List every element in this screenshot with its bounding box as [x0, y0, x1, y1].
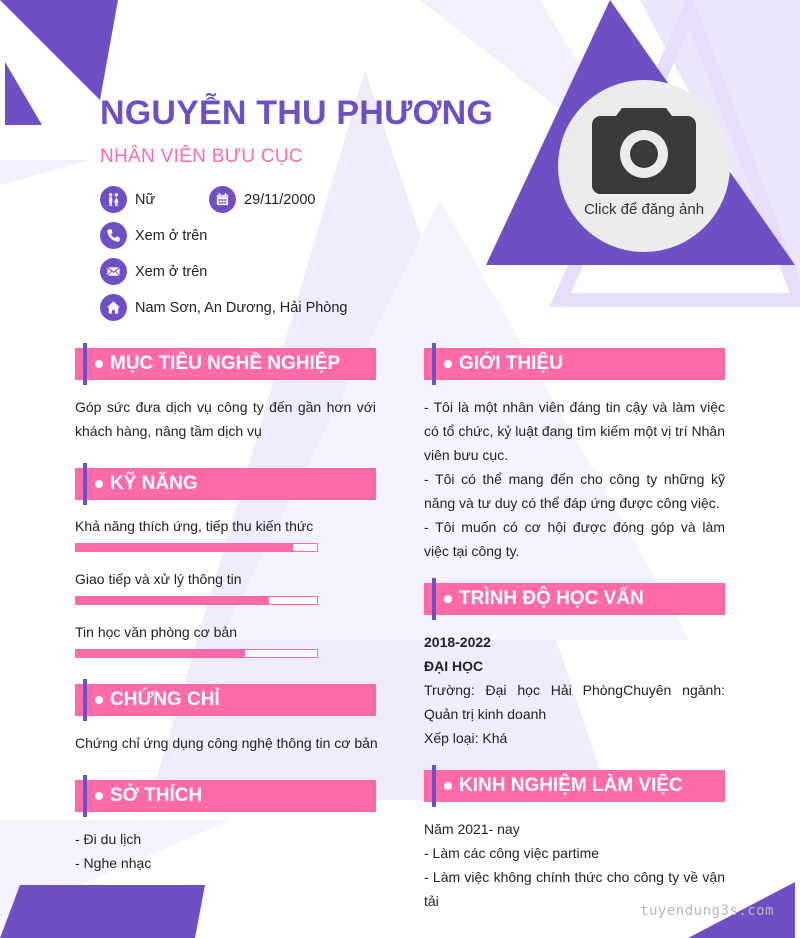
hobby-item: - Nghe nhạc: [75, 855, 152, 871]
section-hobbies-title: SỞ THÍCH: [110, 785, 203, 806]
skill-bar: [75, 649, 318, 658]
education-period: 2018-2022: [424, 634, 491, 650]
section-certificates-header: [75, 684, 376, 716]
gender-value: Nữ: [135, 191, 156, 208]
hobbies-list: [75, 827, 376, 875]
skill-label: Khả năng thích ứng, tiếp thu kiến thức: [75, 518, 314, 534]
skill-label: Tin học văn phòng cơ bản: [75, 624, 237, 640]
phone-icon: [100, 222, 127, 249]
skill-label: Giao tiếp và xử lý thông tin: [75, 571, 242, 587]
section-experience-title: KINH NGHIỆM LÀM VIỆC: [459, 775, 683, 796]
skill-bar-fill: [76, 650, 245, 657]
candidate-name: NGUYỄN THU PHƯƠNG: [100, 94, 494, 132]
section-intro-title: GIỚI THIỆU: [459, 353, 563, 374]
hobby-item: - Đi du lịch: [75, 831, 142, 847]
section-skills-title: KỸ NĂNG: [110, 473, 198, 494]
section-intro-header: [424, 348, 725, 380]
section-certificates-title: CHỨNG CHỈ: [110, 689, 220, 710]
experience-text: [424, 817, 725, 913]
gender-icon: [100, 186, 127, 213]
skill-item: [75, 624, 318, 658]
skill-bar: [75, 543, 318, 552]
education-text: [424, 630, 725, 750]
skill-item: [75, 518, 318, 552]
skill-bar-fill: [76, 544, 293, 551]
education-degree: ĐẠI HỌC: [424, 658, 484, 674]
email-value: Xem ở trên: [135, 263, 208, 280]
phone-value: Xem ở trên: [135, 227, 208, 244]
section-objective-header: [75, 348, 376, 380]
certificates-text: Chứng chỉ ứng dụng công nghệ thông tin cơ bản: [75, 735, 378, 751]
skill-bar-fill: [76, 597, 269, 604]
section-education-title: TRÌNH ĐỘ HỌC VẤN: [459, 588, 644, 609]
watermark: tuyendung3s.com: [640, 903, 774, 919]
intro-text: [424, 395, 725, 563]
birthday-row: [209, 186, 316, 213]
experience-item: - Làm các công việc partime: [424, 845, 600, 861]
home-icon: [100, 294, 127, 321]
education-detail: Trường: Đại học Hải PhòngChuyên ngành: Quản trị kinh doanh: [424, 682, 725, 722]
email-row: [100, 258, 207, 285]
address-value: Nam Sơn, An Dương, Hải Phòng: [135, 299, 348, 316]
objective-text: Góp sức đưa dịch vụ công ty đến gần hơn với khách hàng, nâng tầm dịch vụ: [75, 399, 376, 439]
address-row: [100, 294, 348, 321]
email-icon: [100, 258, 127, 285]
birthday-value: 29/11/2000: [244, 191, 316, 208]
education-grade: Xếp loại: Khá: [424, 730, 508, 746]
intro-paragraph: - Tôi là một nhân viên đáng tin cậy và làm việc có tổ chức, kỷ luật đang tìm kiếm một vị trí Nhân viên bưu cục.: [424, 399, 725, 463]
calendar-icon: [209, 186, 236, 213]
phone-row: [100, 222, 207, 249]
photo-caption: Click để đăng ảnh: [583, 201, 705, 218]
job-title: NHÂN VIÊN BƯU CỤC: [100, 146, 303, 167]
section-objective-title: MỤC TIÊU NGHỀ NGHIỆP: [110, 353, 341, 374]
photo-upload[interactable]: [558, 80, 730, 252]
skill-bar: [75, 596, 318, 605]
section-hobbies-header: [75, 780, 376, 812]
section-experience-header: [424, 770, 725, 802]
intro-paragraph: - Tôi muốn có cơ hội được đóng góp và làm việc tại công ty.: [424, 519, 725, 559]
gender-row: [100, 186, 155, 213]
section-education-header: [424, 583, 725, 615]
experience-period: Năm 2021- nay: [424, 821, 520, 837]
camera-icon: [592, 104, 696, 194]
intro-paragraph: - Tôi có thể mang đến cho công ty những kỹ năng và tư duy có thể đáp ứng được công việc.: [424, 471, 725, 511]
experience-item: - Làm việc không chính thức cho công ty về vận tải: [424, 869, 725, 909]
section-skills-header: [75, 468, 376, 500]
skill-item: [75, 571, 318, 605]
